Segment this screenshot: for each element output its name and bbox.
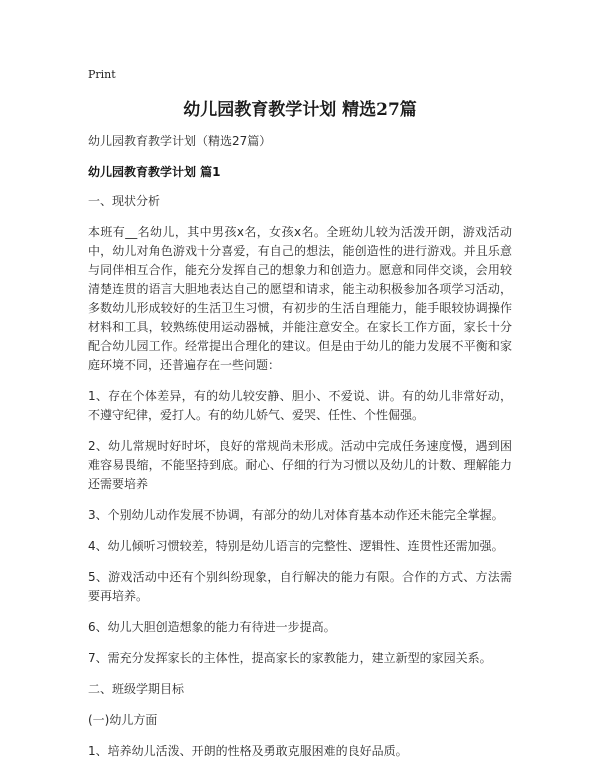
document-title: 幼儿园教育教学计划 精选27篇 bbox=[183, 100, 417, 120]
problem-item-2: 2、幼儿常规时好时坏，良好的常规尚未形成。活动中完成任务速度慢，遇到困难容易畏缩，不能坚持到底。耐心、仔细的行为习惯以及幼儿的计数、理解能力还需要培养 bbox=[88, 439, 512, 491]
heading-semester-goals: 二、班级学期目标 bbox=[88, 682, 185, 696]
problem-item-4: 4、幼儿倾听习惯较差，特别是幼儿语言的完整性、逻辑性、连贯性还需加强。 bbox=[88, 539, 504, 553]
problem-item-7: 7、需充分发挥家长的主体性，提高家长的家教能力，建立新型的家园关系。 bbox=[88, 651, 492, 665]
problem-item-1: 1、存在个体差异，有的幼儿较安静、胆小、不爱说、讲。有的幼儿非常好动，不遵守纪律，爱打人。有的幼儿娇气、爱哭、任性、个性倔强。 bbox=[88, 389, 512, 422]
problem-item-3: 3、个别幼儿动作发展不协调，有部分的幼儿对体育基本动作还未能完全掌握。 bbox=[88, 508, 504, 522]
problem-item-6: 6、幼儿大胆创造想象的能力有待进一步提高。 bbox=[88, 620, 336, 634]
intro-paragraph: 本班有__名幼儿，其中男孩x名，女孩x名。全班幼儿较为活泼开朗，游戏活动中，幼儿对角色游戏十分喜爱，有自己的想法，能创造性的进行游戏。并且乐意与同伴相互合作，能充分发挥自己的想象力和创造力。愿意和同伴交谈，会用较清楚连贯的语言大胆地表达自己的愿望和请求，能主动积极参加各项学习活动，多数幼儿形成较好的生活卫生习惯，有初步的生活自理能力，能手眼较协调操作材料和工具，较熟练使用运动器械，并能注意安全。在家长工作方面，家长十分配合幼儿园工作。经常提出合理化的建议。但是由于幼儿的能力发展不平衡和家庭环境不同，还普遍存在一些问题： bbox=[88, 225, 512, 372]
section-title: 幼儿园教育教学计划 篇1 bbox=[88, 165, 221, 179]
goal-item-1: 1、培养幼儿活泼、开朗的性格及勇敢克服困难的良好品质。 bbox=[88, 744, 408, 758]
print-link[interactable]: Print bbox=[88, 68, 116, 81]
problem-item-5: 5、游戏活动中还有个别纠纷现象，自行解决的能力有限。合作的方式、方法需要再培养。 bbox=[88, 570, 512, 603]
heading-situation-analysis: 一、现状分析 bbox=[88, 194, 161, 208]
document-subtitle: 幼儿园教育教学计划（精选27篇） bbox=[88, 134, 272, 148]
heading-children-aspect: (一)幼儿方面 bbox=[88, 713, 158, 727]
